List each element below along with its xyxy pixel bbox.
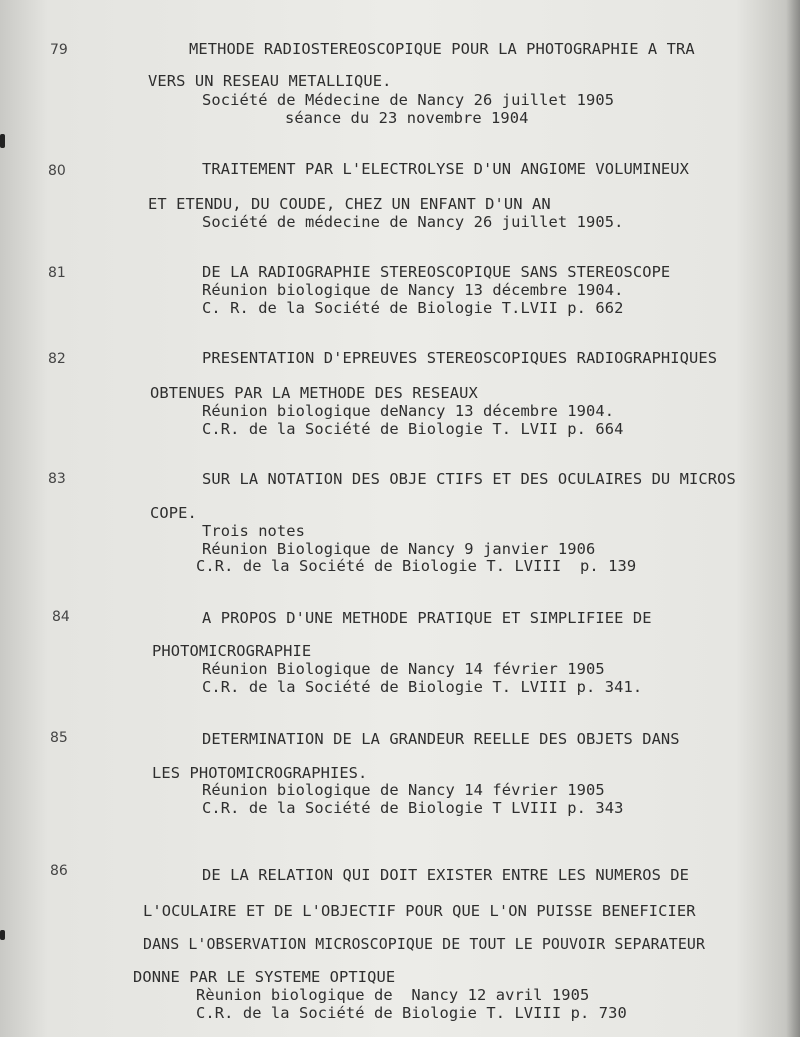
entry-reference-line: Réunion biologique de Nancy 14 février 1905	[202, 781, 605, 799]
entry-number: 82	[48, 351, 66, 367]
entry-title-line: DONNE PAR LE SYSTEME OPTIQUE	[133, 968, 396, 986]
entry-reference-line: C.R. de la Société de Biologie T. LVIII p. 730	[196, 1004, 627, 1022]
entry-reference-line: Réunion Biologique de Nancy 9 janvier 1906	[202, 540, 596, 558]
binding-hole-mark	[0, 134, 5, 148]
entry-reference-line: C.R. de la Société de Biologie T LVIII p. 343	[202, 799, 624, 817]
entry-reference-line: C.R. de la Société de Biologie T. LVIII p. 139	[196, 557, 637, 575]
entry-title-line: ET ETENDU, DU COUDE, CHEZ UN ENFANT D'UN AN	[148, 195, 551, 213]
entry-title-line: L'OCULAIRE ET DE L'OBJECTIF POUR QUE L'ON PUISSE BENEFICIER	[143, 902, 696, 920]
entry-title-line: TRAITEMENT PAR L'ELECTROLYSE D'UN ANGIOME VOLUMINEUX	[202, 160, 690, 178]
entry-number: 80	[48, 163, 66, 179]
entry-title-line: SUR LA NOTATION DES OBJE CTIFS ET DES OCULAIRES DU MICROS	[202, 470, 736, 488]
entry-subtitle-line: Trois notes	[202, 522, 306, 540]
entry-title-line: METHODE RADIOSTEREOSCOPIQUE POUR LA PHOTOGRAPHIE A TRA	[189, 40, 695, 58]
entry-number: 79	[50, 42, 68, 58]
entry-reference-line: Rèunion biologique de Nancy 12 avril 1905	[196, 986, 590, 1004]
entry-reference-line: séance du 23 novembre 1904	[285, 109, 529, 127]
entry-number: 84	[52, 609, 70, 625]
entry-title-line: LES PHOTOMICROGRAPHIES.	[152, 764, 368, 782]
entry-title-line: DANS L'OBSERVATION MICROSCOPIQUE DE TOUT LE POUVOIR SEPARATEUR	[143, 935, 706, 953]
entry-reference-line: Réunion Biologique de Nancy 14 février 1905	[202, 660, 605, 678]
entry-number: 81	[48, 265, 66, 281]
entry-number: 85	[50, 730, 68, 746]
entry-number: 86	[50, 863, 68, 879]
entry-title-line: PHOTOMICROGRAPHIE	[152, 642, 312, 660]
page-edge-shadow	[786, 0, 800, 1037]
entry-title-line: A PROPOS D'UNE METHODE PRATIQUE ET SIMPLIFIEE DE	[202, 609, 652, 627]
entry-reference-line: Réunion biologique deNancy 13 décembre 1904.	[202, 402, 615, 420]
entry-number: 83	[48, 471, 66, 487]
entry-reference-line: C. R. de la Société de Biologie T.LVII p. 662	[202, 299, 624, 317]
entry-title-line: VERS UN RESEAU METALLIQUE.	[148, 72, 392, 90]
entry-reference-line: Société de Médecine de Nancy 26 juillet 1905	[202, 91, 615, 109]
entry-title-line: DE LA RADIOGRAPHIE STEREOSCOPIQUE SANS STEREOSCOPE	[202, 263, 671, 281]
entry-title-line: DETERMINATION DE LA GRANDEUR REELLE DES OBJETS DANS	[202, 730, 680, 748]
binding-hole-mark	[0, 930, 5, 940]
entry-reference-line: C.R. de la Société de Biologie T. LVIII p. 341.	[202, 678, 643, 696]
entry-reference-line: C.R. de la Société de Biologie T. LVII p. 664	[202, 420, 624, 438]
entry-title-line: DE LA RELATION QUI DOIT EXISTER ENTRE LES NUMEROS DE	[202, 866, 690, 884]
entry-reference-line: Réunion biologique de Nancy 13 décembre 1904.	[202, 281, 624, 299]
entry-reference-line: Société de médecine de Nancy 26 juillet 1905.	[202, 213, 624, 231]
entry-title-line: COPE.	[150, 504, 197, 522]
entry-title-line: OBTENUES PAR LA METHODE DES RESEAUX	[150, 384, 478, 402]
entry-title-line: PRESENTATION D'EPREUVES STEREOSCOPIQUES RADIOGRAPHIQUES	[202, 349, 718, 367]
